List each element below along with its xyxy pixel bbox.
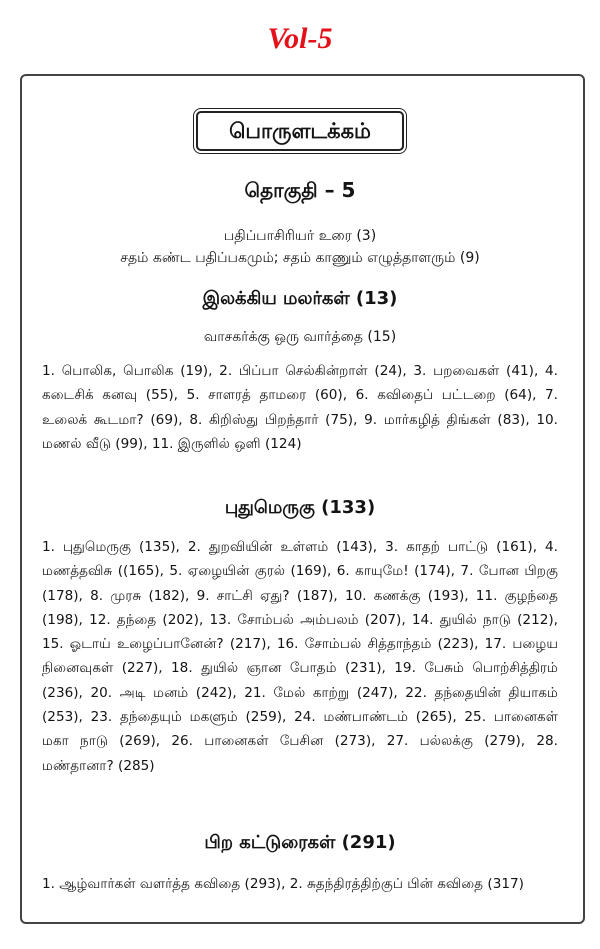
volume-label: Vol-5 (267, 22, 333, 55)
section-entries-pira-katturaigal: 1. ஆழ்வார்கள் வளர்த்த கவிதை (293), 2. சுதந்திரத்திற்குப் பின் கவிதை (317) (42, 876, 524, 892)
publisher-note: பதிப்பாசிரியர் உரை (3) (223, 228, 377, 244)
section-entries-pudhumerugu: 1. புதுமெருகு (135), 2. துறவியின் உள்ளம் (143), 3. காதற் பாட்டு (161), 4. மணத்தவிசு ((165), 5. ஏழையின் குரல் (169), 6. காயுமே! (174), 7. போன பிறகு (178), 8. முரசு (182), 9. சாட்சி ஏது? (187), 10. கணக்கு (193), 11. குழந்தை (198), 12. தந்தை (202), 13. சோம்பல் அம்பலம் (207), 14. துயில் நாடு (212), 15. ஓடாய் உழைப்பானேன்? (217), 16. சோம்பல் சித்தாந்தம் (223), 17. பழைய நினைவுகள் (227), 18. துயில் ஞான போதம் (231), 19. பேசும் பொற்சித்திரம் (236), 20. அடி மனம் (242), 21. மேல் காற்று (247), 22. தந்தையின் தியாகம் (253), 23. தந்தையும் மகளும் (259), 24. மண்பாண்டம் (265), 25. பானைகள் மகா நாடு (269), 26. பானைகள் பேசின (273), 27. பல்லக்கு (279), 28. மண்தானா? (285) (42, 539, 558, 774)
contents-heading: பொருளடக்கம் (196, 111, 404, 151)
centenary-line: சதம் கண்ட பதிப்பகமும்; சதம் காணும் எழுத்தாளரும் (9) (120, 250, 480, 266)
volume-heading: தொகுதி – 5 (244, 178, 356, 202)
section-intro: வாசகர்க்கு ஒரு வார்த்தை (15) (203, 329, 397, 345)
section-title-ilakkiya-malargal: இலக்கிய மலர்கள் (13) (202, 288, 398, 309)
section-title-pudhumerugu: புதுமெருகு (133) (224, 497, 376, 518)
section-entries-ilakkiya-malargal: 1. பொலிக, பொலிக (19), 2. பிப்பா செல்கின்றாள் (24), 3. பறவைகள் (41), 4. கடைசிக் கனவு (55), 5. சாளரத் தாமரை (60), 6. கவிதைப் பட்டறை (64), 7. உலைக் கூடமா? (69), 8. கிறிஸ்து பிறந்தார் (75), 9. மார்கழித் திங்கள் (83), 10. மணல் வீடு (99), 11. இருளில் ஒளி (124) (42, 363, 558, 452)
section-title-pira-katturaigal: பிற கட்டுரைகள் (291) (204, 832, 396, 853)
